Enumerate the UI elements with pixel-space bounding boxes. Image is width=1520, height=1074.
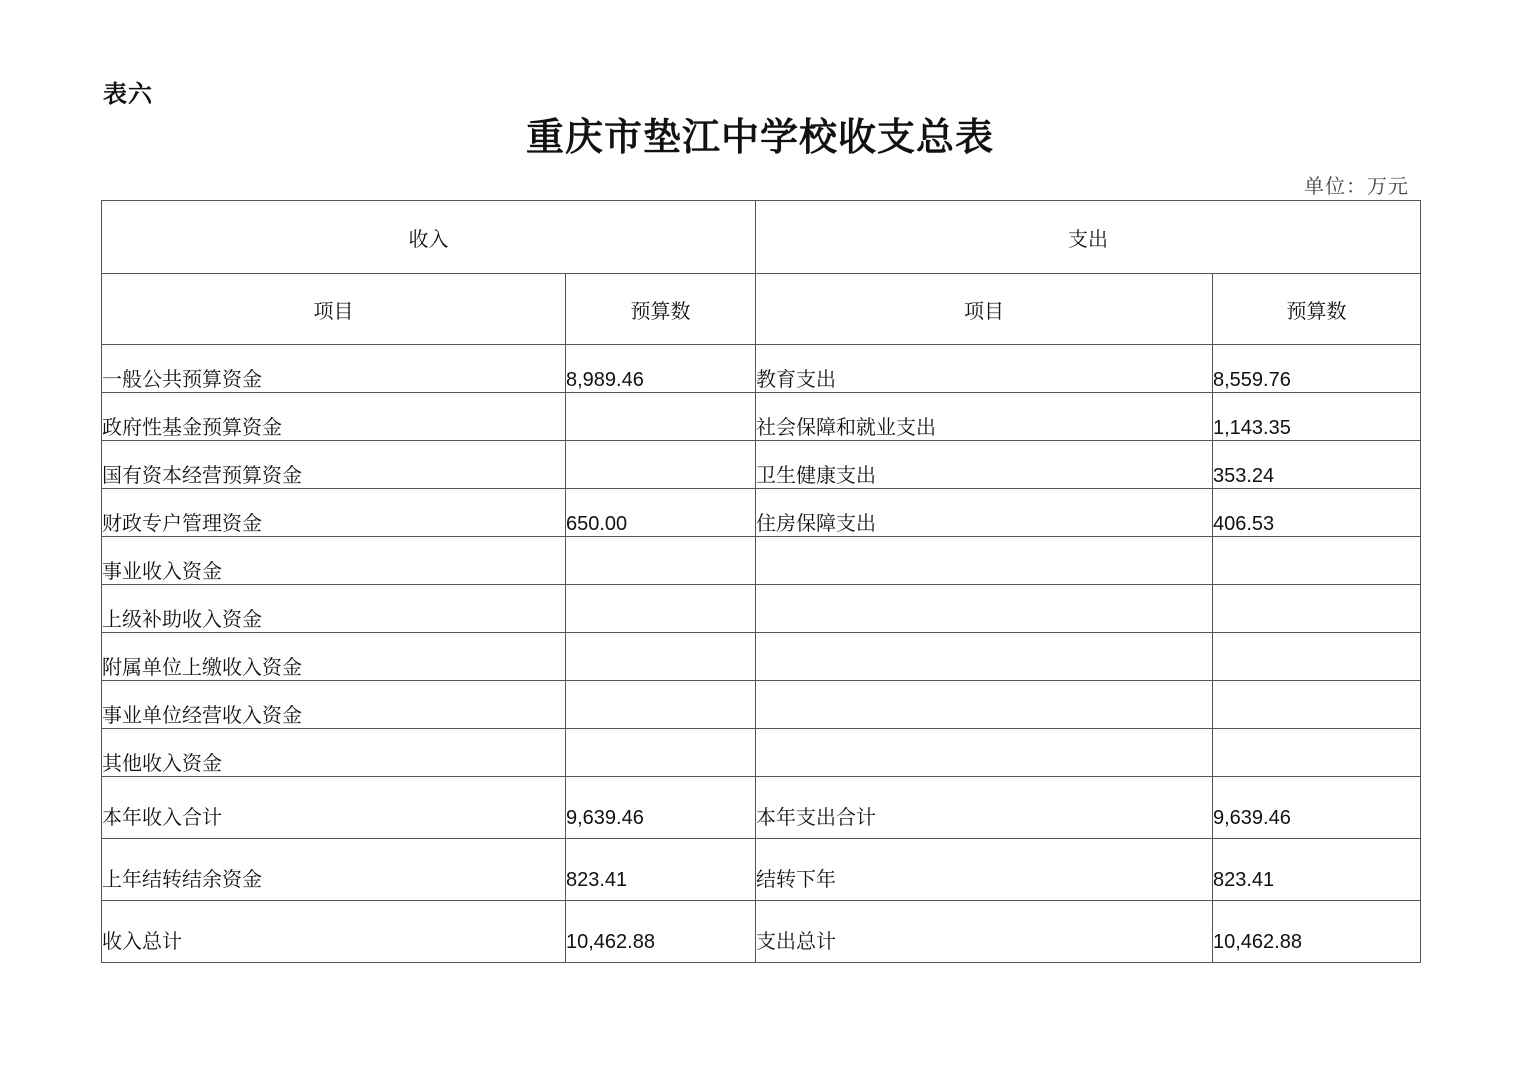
income-value-cell: 823.41 [566, 839, 756, 901]
table-row [102, 681, 1421, 729]
expense-item-cell: 结转下年 [756, 839, 1213, 901]
income-item-cell: 本年收入合计 [102, 777, 566, 839]
income-value-cell: 9,639.46 [566, 777, 756, 839]
income-value-cell [566, 537, 756, 585]
expense-item-cell: 住房保障支出 [756, 489, 1213, 537]
expense-value-cell [1213, 729, 1421, 777]
table-row [102, 729, 1421, 777]
income-item-cell: 附属单位上缴收入资金 [102, 633, 566, 681]
document-title: 重庆市垫江中学校收支总表 [525, 114, 994, 159]
expense-value-cell [1213, 633, 1421, 681]
expense-item-cell: 支出总计 [756, 901, 1213, 963]
income-item-cell: 事业单位经营收入资金 [102, 681, 566, 729]
income-value-cell [566, 633, 756, 681]
expense-value-cell: 10,462.88 [1213, 901, 1421, 963]
income-item-cell: 收入总计 [102, 901, 566, 963]
expense-item-cell: 教育支出 [756, 345, 1213, 393]
expense-item-cell [756, 585, 1213, 633]
expense-value-cell [1213, 681, 1421, 729]
expense-budget-header: 预算数 [1213, 274, 1421, 345]
income-value-cell: 8,989.46 [566, 345, 756, 393]
income-item-cell: 财政专户管理资金 [102, 489, 566, 537]
table-row [102, 633, 1421, 681]
expense-item-cell: 本年支出合计 [756, 777, 1213, 839]
income-value-cell [566, 729, 756, 777]
income-budget-header: 预算数 [566, 274, 756, 345]
budget-summary-table [101, 200, 1421, 963]
table-row [102, 441, 1421, 489]
expense-value-cell [1213, 585, 1421, 633]
table-row [102, 901, 1421, 963]
expense-value-cell [1213, 537, 1421, 585]
expense-group-header: 支出 [756, 201, 1421, 274]
expense-value-cell: 406.53 [1213, 489, 1421, 537]
income-value-cell: 650.00 [566, 489, 756, 537]
table-number-label: 表六 [103, 80, 153, 108]
column-header-row [102, 274, 1421, 345]
table-row [102, 345, 1421, 393]
table-row [102, 839, 1421, 901]
income-item-header: 项目 [102, 274, 566, 345]
income-item-cell: 事业收入资金 [102, 537, 566, 585]
expense-item-cell: 社会保障和就业支出 [756, 393, 1213, 441]
income-item-cell: 其他收入资金 [102, 729, 566, 777]
group-header-row [102, 201, 1421, 274]
table-row [102, 537, 1421, 585]
income-value-cell [566, 681, 756, 729]
table-row [102, 489, 1421, 537]
income-item-cell: 上年结转结余资金 [102, 839, 566, 901]
expense-value-cell: 1,143.35 [1213, 393, 1421, 441]
unit-label: 单位：万元 [1304, 174, 1409, 198]
expense-value-cell: 9,639.46 [1213, 777, 1421, 839]
income-value-cell: 10,462.88 [566, 901, 756, 963]
income-item-cell: 国有资本经营预算资金 [102, 441, 566, 489]
expense-item-cell [756, 633, 1213, 681]
income-value-cell [566, 393, 756, 441]
table-row [102, 777, 1421, 839]
expense-item-header: 项目 [756, 274, 1213, 345]
expense-item-cell: 卫生健康支出 [756, 441, 1213, 489]
table-row [102, 393, 1421, 441]
income-value-cell [566, 441, 756, 489]
expense-item-cell [756, 537, 1213, 585]
expense-value-cell: 823.41 [1213, 839, 1421, 901]
income-item-cell: 一般公共预算资金 [102, 345, 566, 393]
expense-value-cell: 8,559.76 [1213, 345, 1421, 393]
income-value-cell [566, 585, 756, 633]
income-item-cell: 政府性基金预算资金 [102, 393, 566, 441]
expense-value-cell: 353.24 [1213, 441, 1421, 489]
table-row [102, 585, 1421, 633]
income-item-cell: 上级补助收入资金 [102, 585, 566, 633]
expense-item-cell [756, 729, 1213, 777]
expense-item-cell [756, 681, 1213, 729]
income-group-header: 收入 [102, 201, 756, 274]
